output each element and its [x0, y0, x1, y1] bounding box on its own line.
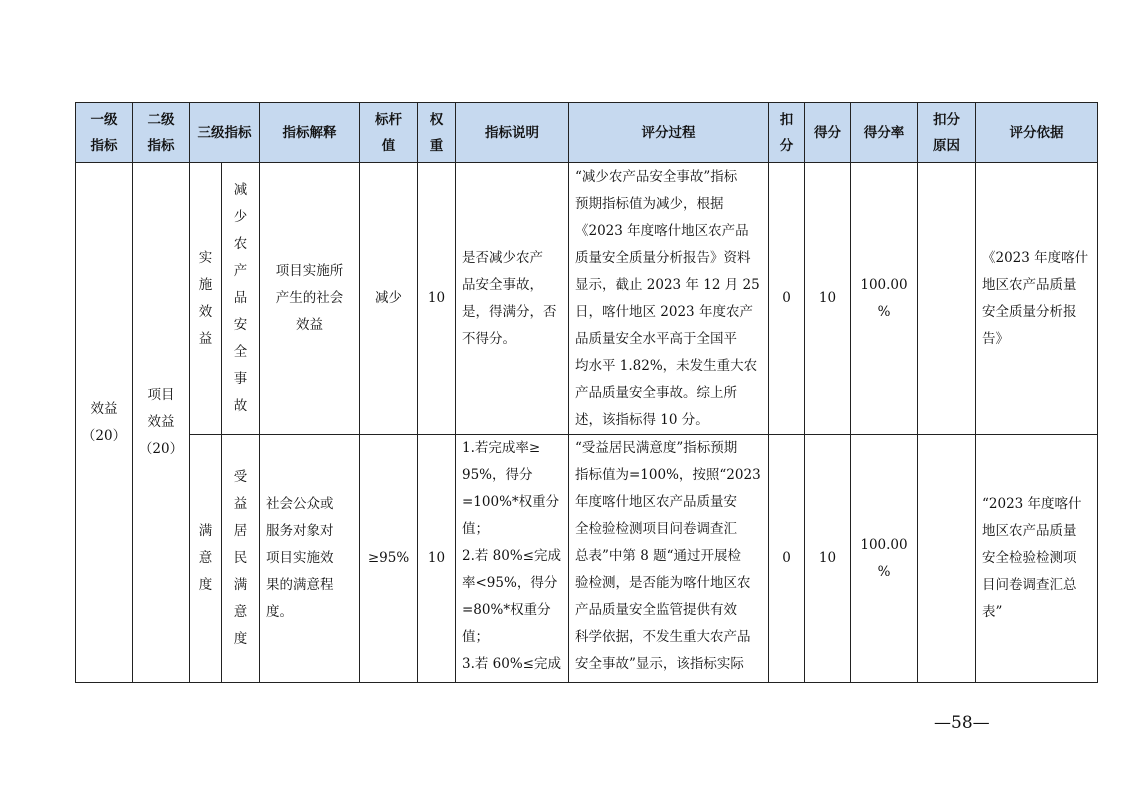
benchmark-cell: 减少 [360, 163, 418, 435]
header-level3: 三级指标 [190, 103, 260, 163]
weight-cell: 10 [418, 163, 456, 435]
process-cell: “受益居民满意度”指标预期 指标值为=100%，按照“2023 年度喀什地区农产品质量安 全检验检测项目问卷调查汇 总表”中第 8 题“通过开展检 验检测，是否能为喀什地区农 产品质量安全监管提供有效 科学依据，不发生重大农产品 安全事故”显示，该指标实际 [569, 435, 769, 683]
score-cell: 10 [805, 435, 851, 683]
header-weight: 权 重 [418, 103, 456, 163]
header-description: 指标说明 [456, 103, 569, 163]
indicator-cell: 减少农产品安全事故 [222, 163, 260, 435]
level1-cell: 效益 （20） [76, 163, 133, 683]
table-row [76, 435, 1098, 683]
header-level2: 二级 指标 [133, 103, 190, 163]
header-row [76, 103, 1098, 163]
reason-cell [918, 435, 976, 683]
header-level1: 一级 指标 [76, 103, 133, 163]
evaluation-table [75, 102, 1098, 683]
deduct-cell: 0 [769, 435, 805, 683]
explanation-cell: 社会公众或 服务对象对 项目实施效 果的满意程 度。 [260, 435, 360, 683]
header-basis: 评分依据 [976, 103, 1098, 163]
header-explanation: 指标解释 [260, 103, 360, 163]
table-row [76, 163, 1098, 435]
basis-cell: 《2023 年度喀什 地区农产品质量 安全质量分析报 告》 [976, 163, 1098, 435]
explanation-cell: 项目实施所 产生的社会 效益 [260, 163, 360, 435]
group-cell: 实施效益 [190, 163, 222, 435]
indicator-cell: 受益居民满意度 [222, 435, 260, 683]
description-cell: 1.若完成率≥ 95%，得分 =100%*权重分 值； 2.若 80%≤完成 率<95%，得分 =80%*权重分 值； 3.若 60%≤完成 [456, 435, 569, 683]
group-cell: 满意度 [190, 435, 222, 683]
description-cell: 是否减少农产 品安全事故， 是，得满分，否 不得分。 [456, 163, 569, 435]
header-score: 得分 [805, 103, 851, 163]
basis-cell: “2023 年度喀什 地区农产品质量 安全检验检测项 目问卷调查汇总 表” [976, 435, 1098, 683]
process-cell: “减少农产品安全事故”指标 预期指标值为减少，根据 《2023 年度喀什地区农产品 质量安全质量分析报告》资料 显示，截止 2023 年 12 月 25 日，喀什地区 2023 年度农产 品质量安全水平高于全国平 均水平 1.82%，未发生重大农 产品质量安全事故。综上所 述，该指标得 10 分。 [569, 163, 769, 435]
weight-cell: 10 [418, 435, 456, 683]
page-number: —58— [934, 713, 990, 733]
level2-cell: 项目 效益 （20） [133, 163, 190, 683]
header-process: 评分过程 [569, 103, 769, 163]
rate-cell: 100.00 % [851, 163, 918, 435]
header-rate: 得分率 [851, 103, 918, 163]
header-deduct: 扣 分 [769, 103, 805, 163]
benchmark-cell: ≥95% [360, 435, 418, 683]
rate-cell: 100.00 % [851, 435, 918, 683]
deduct-cell: 0 [769, 163, 805, 435]
score-cell: 10 [805, 163, 851, 435]
reason-cell [918, 163, 976, 435]
header-reason: 扣分 原因 [918, 103, 976, 163]
header-benchmark: 标杆 值 [360, 103, 418, 163]
